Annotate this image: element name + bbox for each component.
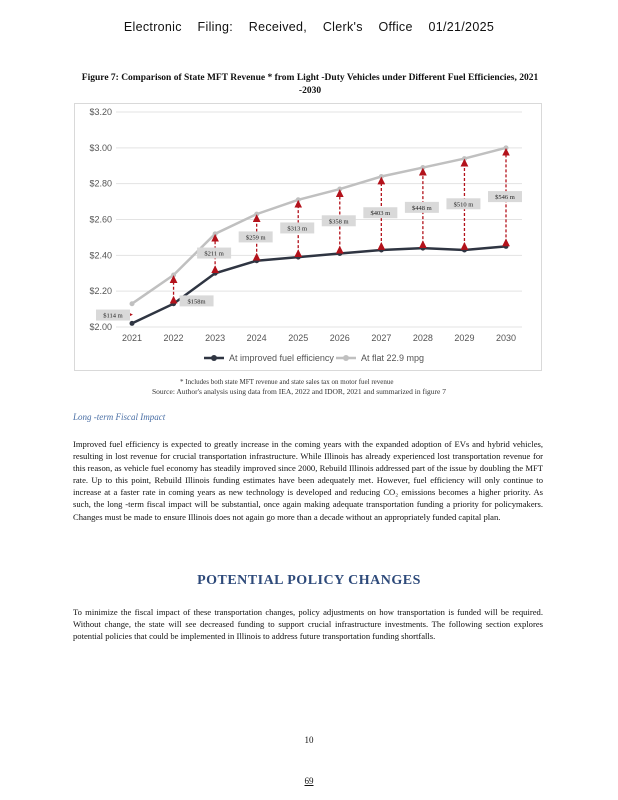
- series-line: [132, 246, 506, 323]
- x-tick-label: 2029: [454, 333, 475, 343]
- x-tick-label: 2028: [412, 333, 433, 343]
- data-point: [337, 251, 342, 256]
- data-point: [130, 321, 135, 326]
- y-tick-label: $2.80: [89, 178, 112, 189]
- x-axis-ticks: [122, 333, 516, 343]
- legend-label: At improved fuel efficiency: [229, 353, 334, 363]
- y-tick-label: $3.00: [89, 142, 112, 153]
- data-point: [296, 255, 301, 260]
- gap-label: $358 m: [328, 218, 349, 226]
- footer-page-number: 69: [304, 776, 314, 786]
- data-point: [420, 246, 425, 251]
- x-tick-label: 2025: [288, 333, 309, 343]
- filing-header: Electronic Filing: Received, Clerk's Office 01/21/2025: [123, 20, 495, 34]
- gap-label: $546 m: [495, 194, 515, 202]
- chart-legend: [204, 353, 424, 363]
- gap-label: $403 m: [370, 210, 391, 218]
- x-tick-label: 2022: [163, 333, 184, 343]
- data-point: [296, 197, 301, 202]
- x-tick-label: 2021: [121, 333, 143, 343]
- policy-heading: POTENTIAL POLICY CHANGES: [197, 573, 421, 588]
- policy-paragraph: To minimize the fiscal impact of these transportation changes, policy adjustments on how transportation is funded will be required. Without change, the state will see decreased funding to support crucial infrastructure investments. The following section explores potential policies that could be implemented in Illinois to address future transportation funding shortfalls.: [73, 607, 543, 642]
- revenue-line-chart: [74, 103, 542, 371]
- x-tick-label: 2030: [495, 333, 517, 343]
- y-tick-label: $2.60: [89, 214, 112, 225]
- data-point: [420, 165, 425, 170]
- y-tick-label: $2.40: [89, 250, 112, 261]
- data-point: [379, 247, 384, 252]
- data-point: [379, 174, 384, 179]
- data-point: [254, 212, 259, 217]
- legend-label: At flat 22.9 mpg: [361, 353, 425, 363]
- page-number: 10: [304, 735, 314, 745]
- data-point: [171, 273, 176, 278]
- data-point: [130, 301, 135, 306]
- gap-label: $259 m: [245, 234, 266, 242]
- data-point: [504, 244, 509, 249]
- gap-label: $158m: [187, 298, 206, 306]
- x-tick-label: 2026: [329, 333, 350, 343]
- gap-arrows: [96, 152, 522, 321]
- data-point: [213, 271, 218, 276]
- gap-label: $211 m: [204, 250, 224, 258]
- figure-title: Figure 7: Comparison of State MFT Revenue * from Light -Duty Vehicles under Different Fuel Efficiencies, 2021 -2030: [81, 73, 539, 96]
- y-tick-label: $3.20: [89, 107, 112, 117]
- gap-label: $313 m: [287, 225, 308, 233]
- gap-label: $114 m: [103, 312, 123, 320]
- legend-marker: [211, 355, 217, 361]
- data-point: [337, 187, 342, 192]
- data-point: [462, 247, 467, 252]
- figure-source: Source: Author's analysis using data from IEA, 2022 and IDOR, 2021 and summarized in figure 7: [152, 387, 447, 396]
- data-point: [254, 258, 259, 263]
- x-tick-label: 2027: [371, 333, 392, 343]
- x-tick-label: 2024: [246, 333, 267, 343]
- gap-label: $510 m: [453, 201, 474, 209]
- data-point: [462, 156, 467, 161]
- gap-label: $448 m: [412, 204, 432, 212]
- grid-lines: [116, 112, 522, 327]
- y-tick-label: $2.00: [89, 322, 112, 332]
- series-line: [132, 148, 506, 304]
- figure-footnote: * Includes both state MFT revenue and state sales tax on motor fuel revenue: [180, 378, 394, 386]
- data-point: [213, 231, 218, 236]
- x-tick-label: 2023: [205, 333, 226, 343]
- legend-marker: [343, 355, 349, 361]
- long-term-heading: Long -term Fiscal Impact: [73, 412, 166, 422]
- data-point: [171, 301, 176, 306]
- y-tick-label: $2.20: [89, 286, 112, 297]
- long-term-paragraph: Improved fuel efficiency is expected to greatly increase in the coming years with the expanded adoption of EVs and hybrid vehicles, resulting in lost revenue for crucial transportation infrastructure. While Illinois has already experienced lost transportation revenue for this reason, as vehicle fuel economy has steadily improved since 2000, Rebuild Illinois addressed part of the issue by doubling the MFT rate. Up to this point, Rebuild Illinois funding estimates have been adequately met. However, fuel efficiency will only continue to increase at a faster rate in coming years as new technology is developed and reducing CO₂ emissions becomes a higher priority. As such, the long -term fiscal impact will be substantial, once again making adequate transportation funding a priority for policymakers. Changes must be made to ensure Illinois does not again go more than a decade without an appropriately funded capital plan.: [73, 439, 543, 522]
- y-axis-ticks: [89, 107, 112, 332]
- data-point: [504, 145, 509, 150]
